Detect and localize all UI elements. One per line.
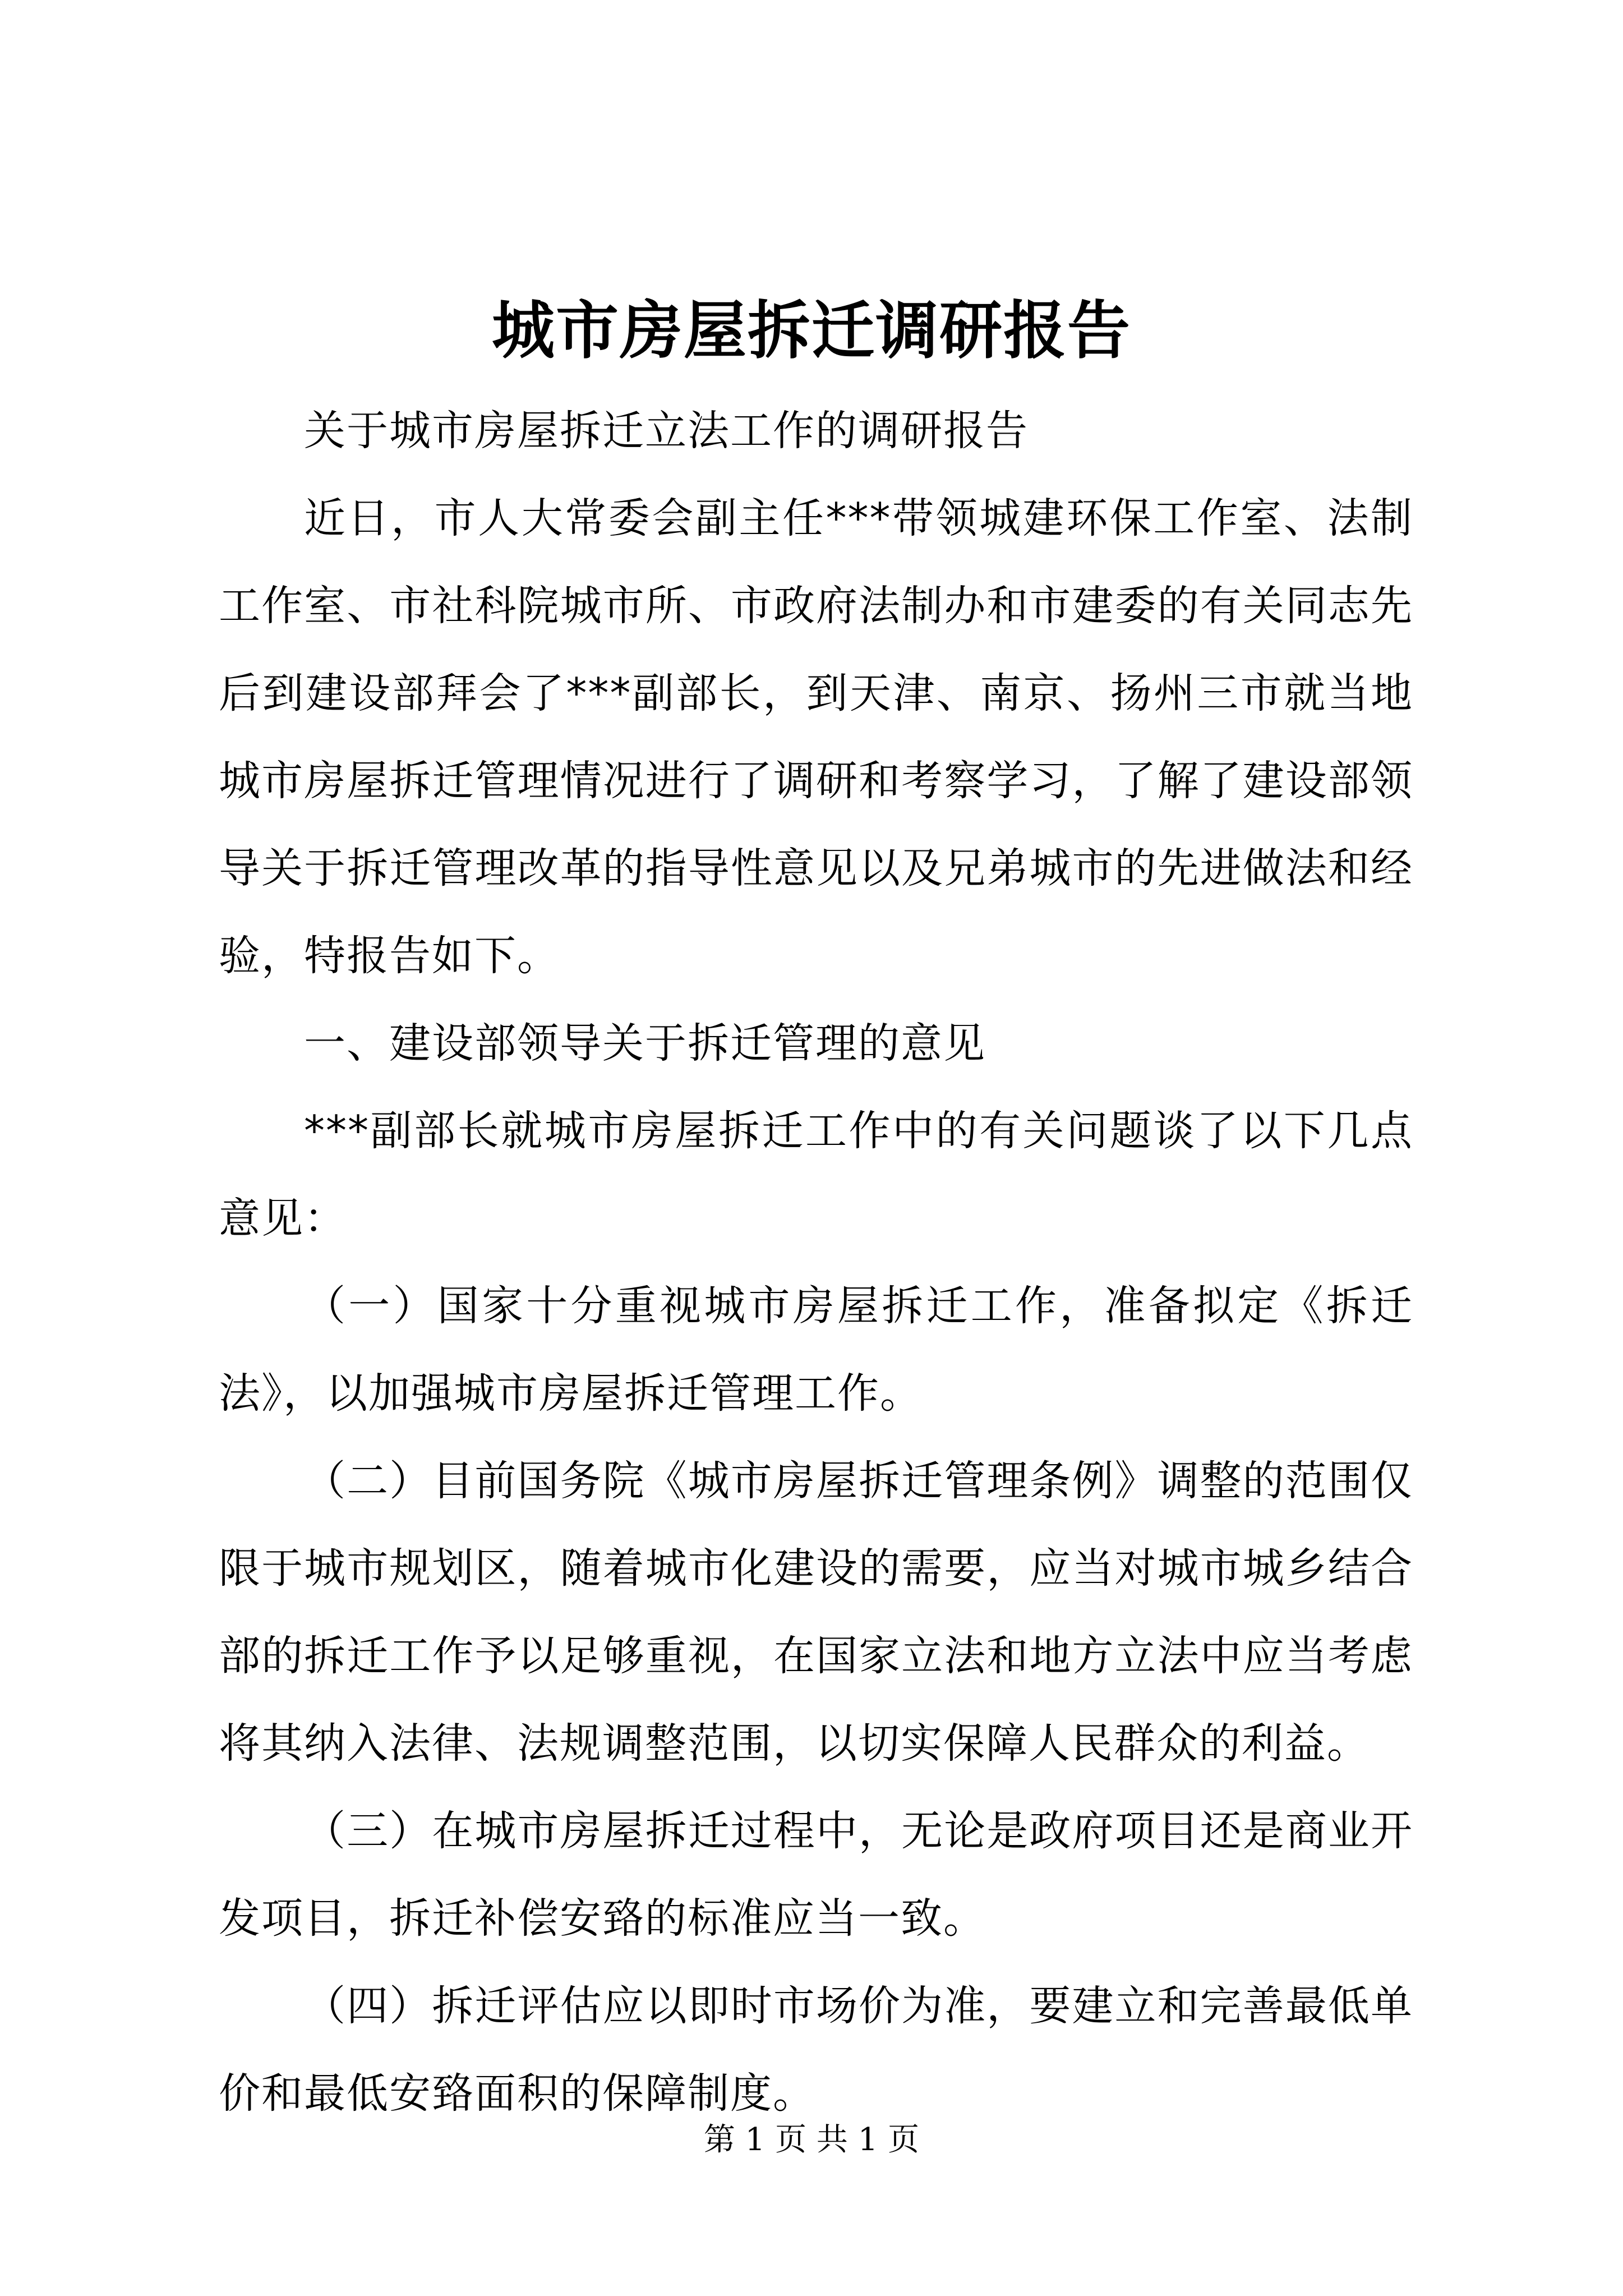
list-item-1: （一）国家十分重视城市房屋拆迁工作，准备拟定《拆迁法》，以加强城市房屋拆迁管理工作。: [219, 1282, 1413, 1418]
document-body: [219, 387, 1413, 2137]
intro-paragraph: 近日，市人大常委会副主任***带领城建环保工作室、法制工作室、市社科院城市所、市政府法制办和市建委的有关同志先后到建设部拜会了***副部长，到天津、南京、扬州三市就当地城市房屋拆迁管理情况进行了调研和考察学习，了解了建设部领导关于拆迁管理改革的指导性意见以及兄弟城市的先进做法和经验，特报告如下。: [219, 494, 1413, 980]
section-heading: 一、建设部领导关于拆迁管理的意见: [304, 1019, 986, 1068]
list-item-3: （三）在城市房屋拆迁过程中，无论是政府项目还是商业开发项目，拆迁补偿安臵的标准应当一致。: [219, 1807, 1413, 1943]
body-paragraph: ***副部长就城市房屋拆迁工作中的有关问题谈了以下几点意见：: [219, 1107, 1413, 1243]
subtitle-paragraph: 关于城市房屋拆迁立法工作的调研报告: [304, 407, 1029, 455]
page-footer: 第 1 页 共 1 页: [703, 2122, 920, 2158]
list-item-4: （四）拆迁评估应以即时市场价为准，要建立和完善最低单价和最低安臵面积的保障制度。: [219, 1982, 1413, 2118]
list-item-2: （二）目前国务院《城市房屋拆迁管理条例》调整的范围仅限于城市规划区，随着城市化建设的需要，应当对城市城乡结合部的拆迁工作予以足够重视，在国家立法和地方立法中应当考虑将其纳入法律、法规调整范围，以切实保障人民群众的利益。: [219, 1457, 1413, 1768]
document-title: 城市房屋拆迁调研报告: [492, 294, 1131, 367]
